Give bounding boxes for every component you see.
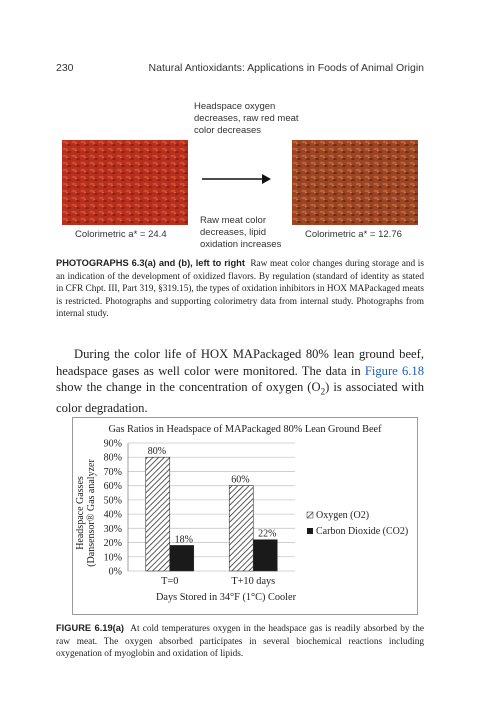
oxidation-note-line: oxidation increases [200, 239, 282, 250]
body-text: ) is associated with color degradation. [56, 380, 424, 416]
raw-meat-texture-fresh [62, 140, 188, 225]
data-label-co2: 18% [174, 534, 193, 546]
headspace-note-line: color decreases [194, 125, 262, 136]
y-tick-label: 20% [103, 538, 122, 550]
figure-caption [56, 622, 424, 661]
photo-caption [56, 257, 424, 321]
headspace-note-line: decreases, raw red meat [194, 113, 299, 124]
legend-swatch-co2 [307, 528, 313, 534]
headspace-note-line: Headspace oxygen [194, 101, 276, 112]
photo-caption-text: Raw meat color changes during storage and is an indication of the development of oxidized flavors. By regulation (standard of identity as stated in CFR Chpt. III, Part 319, §319.15), the types of oxidation inhibitors in HOX MAPackaged meats is restricted. Photographs and supporting colorimetry data from internal study. Photographs from internal study. [56, 259, 424, 319]
y-tick-label: 10% [103, 552, 122, 564]
legend-label-oxygen: Oxygen (O2) [316, 510, 370, 521]
colorimetric-right-label: Colorimetric a* = 12.76 [305, 229, 402, 240]
x-axis-ticks [161, 576, 275, 587]
data-label-oxygen: 60% [231, 474, 250, 486]
chart-legend [307, 510, 408, 537]
y-tick-label: 60% [103, 481, 122, 493]
chart-title: Gas Ratios in Headspace of MAPackaged 80% Lean Ground Beef [108, 424, 382, 435]
body-text: show the change in the concentration of oxygen (O [56, 380, 321, 394]
gas-ratio-chart [72, 417, 418, 615]
y-tick-label: 40% [103, 509, 122, 521]
body-text: During the color life of HOX MAPackaged 80% lean ground beef, headspace gases as well color were monitored. The data in [56, 347, 424, 378]
bar-co2 [253, 540, 277, 571]
body-paragraph [56, 346, 424, 417]
bar-oxygen [146, 457, 170, 571]
book-title: Natural Antioxidants: Applications in Foods of Animal Origin [148, 62, 424, 74]
x-axis-label: Days Stored in 34°F (1°C) Cooler [155, 592, 297, 603]
y-axis-ticks [104, 439, 122, 578]
arrow-right-icon [200, 172, 272, 186]
chart-canvas [73, 418, 417, 614]
y-tick-label: 50% [103, 495, 122, 507]
bar-co2 [170, 545, 194, 571]
data-label-oxygen: 80% [147, 446, 167, 458]
y-tick-label: 70% [103, 466, 122, 478]
data-label-co2: 22% [258, 528, 277, 540]
legend-label-co2: Carbon Dioxide (CO2) [316, 526, 409, 537]
y-axis-label-line2: (Dansensor® Gas analyzer [86, 459, 97, 567]
running-head [56, 62, 424, 76]
x-tick-label: T+10 days [231, 576, 276, 587]
x-tick-label: T=0 [161, 576, 179, 587]
chart-bars [146, 446, 278, 571]
oxidation-note-line: Raw meat color [200, 215, 266, 226]
page-number: 230 [56, 62, 74, 74]
raw-meat-photo-fresh [62, 140, 188, 225]
headspace-note [194, 101, 354, 137]
y-tick-label: 0% [108, 566, 122, 578]
y-axis-label-line1: Headspace Gasses [75, 476, 86, 550]
figure-reference-link[interactable]: Figure 6.18 [364, 363, 424, 378]
figure-caption-label: FIGURE 6.19(a) [56, 623, 124, 633]
subscript: 2 [320, 386, 326, 397]
raw-meat-texture-oxidized [292, 140, 418, 225]
legend-swatch-oxygen [307, 512, 313, 518]
raw-meat-photo-oxidized [292, 140, 418, 225]
colorimetric-left-label: Colorimetric a* = 24.4 [75, 229, 167, 240]
bar-oxygen [229, 486, 253, 571]
oxidation-note [200, 215, 300, 251]
y-tick-label: 80% [103, 452, 122, 464]
y-tick-label: 90% [103, 438, 122, 450]
photo-caption-label: PHOTOGRAPHS 6.3(a) and (b), left to right [56, 258, 245, 268]
y-tick-label: 30% [103, 523, 122, 535]
figure-caption-text: At cold temperatures oxygen in the headspace gas is readily absorbed by the raw meat. The oxygen absorbed participates in several biochemical reactions including oxygenation of myoglobin and oxidation of lipids. [56, 624, 424, 659]
oxidation-note-line: decreases, lipid [200, 227, 267, 238]
